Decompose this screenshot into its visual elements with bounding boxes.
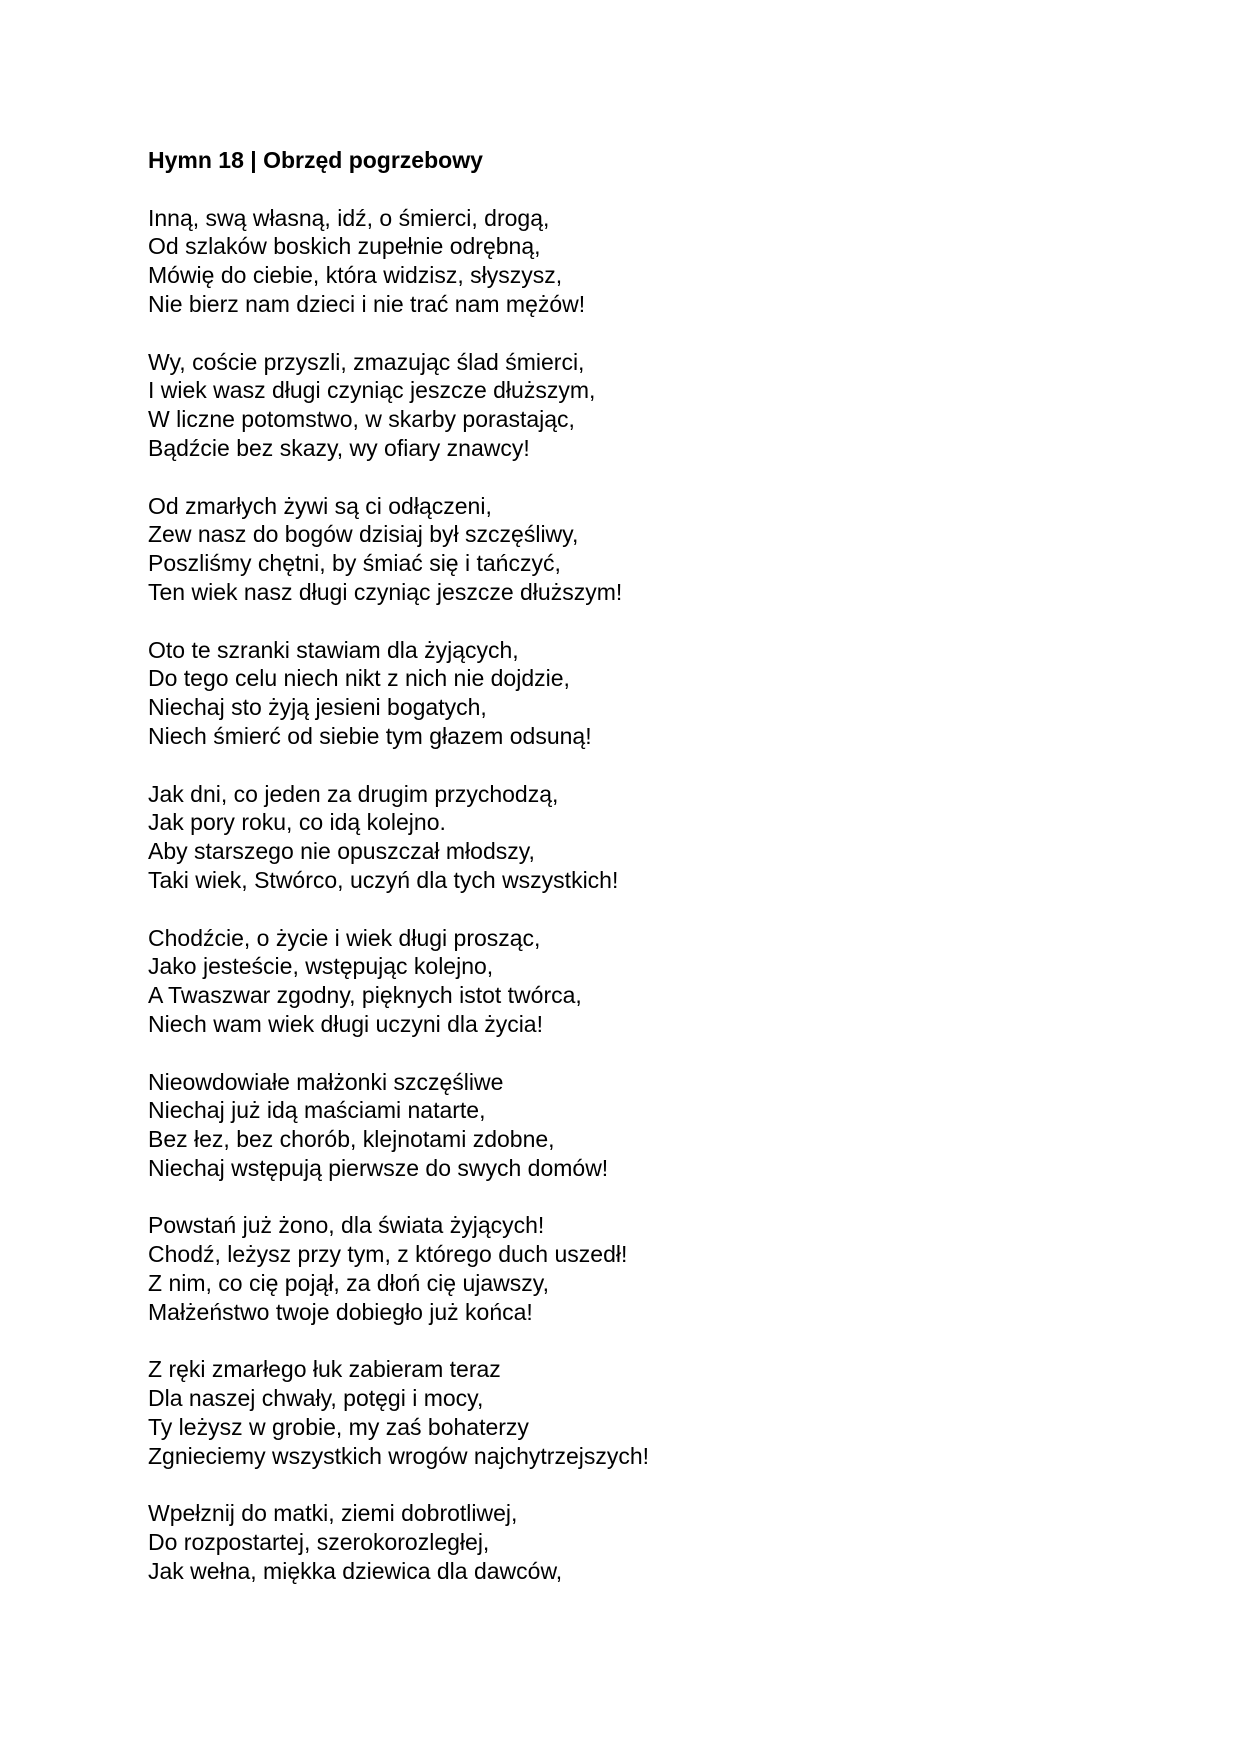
verse-line: Do rozpostartej, szerokorozległej, bbox=[148, 1529, 490, 1556]
verse-line: Zew nasz do bogów dzisiaj był szczęśliwy, bbox=[148, 521, 579, 548]
stanza bbox=[148, 636, 1148, 751]
verse-line: Nieowdowiałe małżonki szczęśliwe bbox=[148, 1068, 504, 1095]
document-title: Hymn 18 | Obrzęd pogrzebowy bbox=[148, 147, 483, 173]
verse-line: Wy, coście przyszli, zmazując ślad śmierci, bbox=[148, 348, 585, 375]
verse-line: W liczne potomstwo, w skarby porastając, bbox=[148, 406, 575, 433]
verse-line: Jak pory roku, co idą kolejno. bbox=[148, 809, 446, 836]
stanza bbox=[148, 924, 1148, 1039]
stanza bbox=[148, 204, 1148, 319]
verse-line: Ty leżysz w grobie, my zaś bohaterzy bbox=[148, 1414, 529, 1441]
verse-line: Małżeństwo twoje dobiegło już końca! bbox=[148, 1298, 533, 1325]
verse-line: Dla naszej chwały, potęgi i mocy, bbox=[148, 1385, 484, 1412]
verse-line: Od zmarłych żywi są ci odłączeni, bbox=[148, 492, 492, 519]
stanza bbox=[148, 492, 1148, 607]
verse-line: Bądźcie bez skazy, wy ofiary znawcy! bbox=[148, 434, 530, 461]
verse-line: Z nim, co cię pojął, za dłoń cię ujawszy, bbox=[148, 1270, 549, 1297]
verse-line: Jako jesteście, wstępując kolejno, bbox=[148, 953, 494, 980]
verse-line: Chodźcie, o życie i wiek długi prosząc, bbox=[148, 924, 541, 951]
verse-line: Aby starszego nie opuszczał młodszy, bbox=[148, 838, 535, 865]
verse-line: Inną, swą własną, idź, o śmierci, drogą, bbox=[148, 204, 550, 231]
verse-line: Niechaj już idą maściami natarte, bbox=[148, 1097, 486, 1124]
verse-line: Niech wam wiek długi uczyni dla życia! bbox=[148, 1010, 543, 1037]
verse-line: Od szlaków boskich zupełnie odrębną, bbox=[148, 233, 541, 260]
stanza bbox=[148, 348, 1148, 463]
verse-line: Wpełznij do matki, ziemi dobrotliwej, bbox=[148, 1500, 518, 1527]
stanza bbox=[148, 1068, 1148, 1183]
verse-line: Ten wiek nasz długi czyniąc jeszcze dłuższym! bbox=[148, 578, 623, 605]
document-body bbox=[148, 146, 1148, 1615]
verse-line: Niechaj sto żyją jesieni bogatych, bbox=[148, 694, 487, 721]
stanza bbox=[148, 780, 1148, 895]
verse-line: Nie bierz nam dzieci i nie trać nam mężów! bbox=[148, 290, 586, 317]
verse-line: Powstań już żono, dla świata żyjących! bbox=[148, 1212, 545, 1239]
verse-line: A Twaszwar zgodny, pięknych istot twórca, bbox=[148, 982, 582, 1009]
verse-line: Chodź, leżysz przy tym, z którego duch uszedł! bbox=[148, 1241, 628, 1268]
stanza bbox=[148, 1211, 1148, 1326]
verse-line: Poszliśmy chętni, by śmiać się i tańczyć, bbox=[148, 550, 561, 577]
verse-line: Jak dni, co jeden za drugim przychodzą, bbox=[148, 780, 559, 807]
verse-line: Zgnieciemy wszystkich wrogów najchytrzejszych! bbox=[148, 1442, 650, 1469]
verse-line: Mówię do ciebie, która widzisz, słyszysz, bbox=[148, 262, 563, 289]
verse-line: Taki wiek, Stwórco, uczyń dla tych wszystkich! bbox=[148, 866, 619, 893]
stanza-list bbox=[148, 204, 1148, 1586]
verse-line: Bez łez, bez chorób, klejnotami zdobne, bbox=[148, 1126, 555, 1153]
verse-line: Niechaj wstępują pierwsze do swych domów! bbox=[148, 1154, 609, 1181]
verse-line: I wiek wasz długi czyniąc jeszcze dłuższym, bbox=[148, 377, 596, 404]
verse-line: Z ręki zmarłego łuk zabieram teraz bbox=[148, 1356, 501, 1383]
verse-line: Do tego celu niech nikt z nich nie dojdzie, bbox=[148, 665, 570, 692]
verse-line: Niech śmierć od siebie tym głazem odsuną! bbox=[148, 722, 592, 749]
stanza bbox=[148, 1499, 1148, 1585]
verse-line: Oto te szranki stawiam dla żyjących, bbox=[148, 636, 519, 663]
verse-line: Jak wełna, miękka dziewica dla dawców, bbox=[148, 1558, 563, 1585]
stanza bbox=[148, 1355, 1148, 1470]
